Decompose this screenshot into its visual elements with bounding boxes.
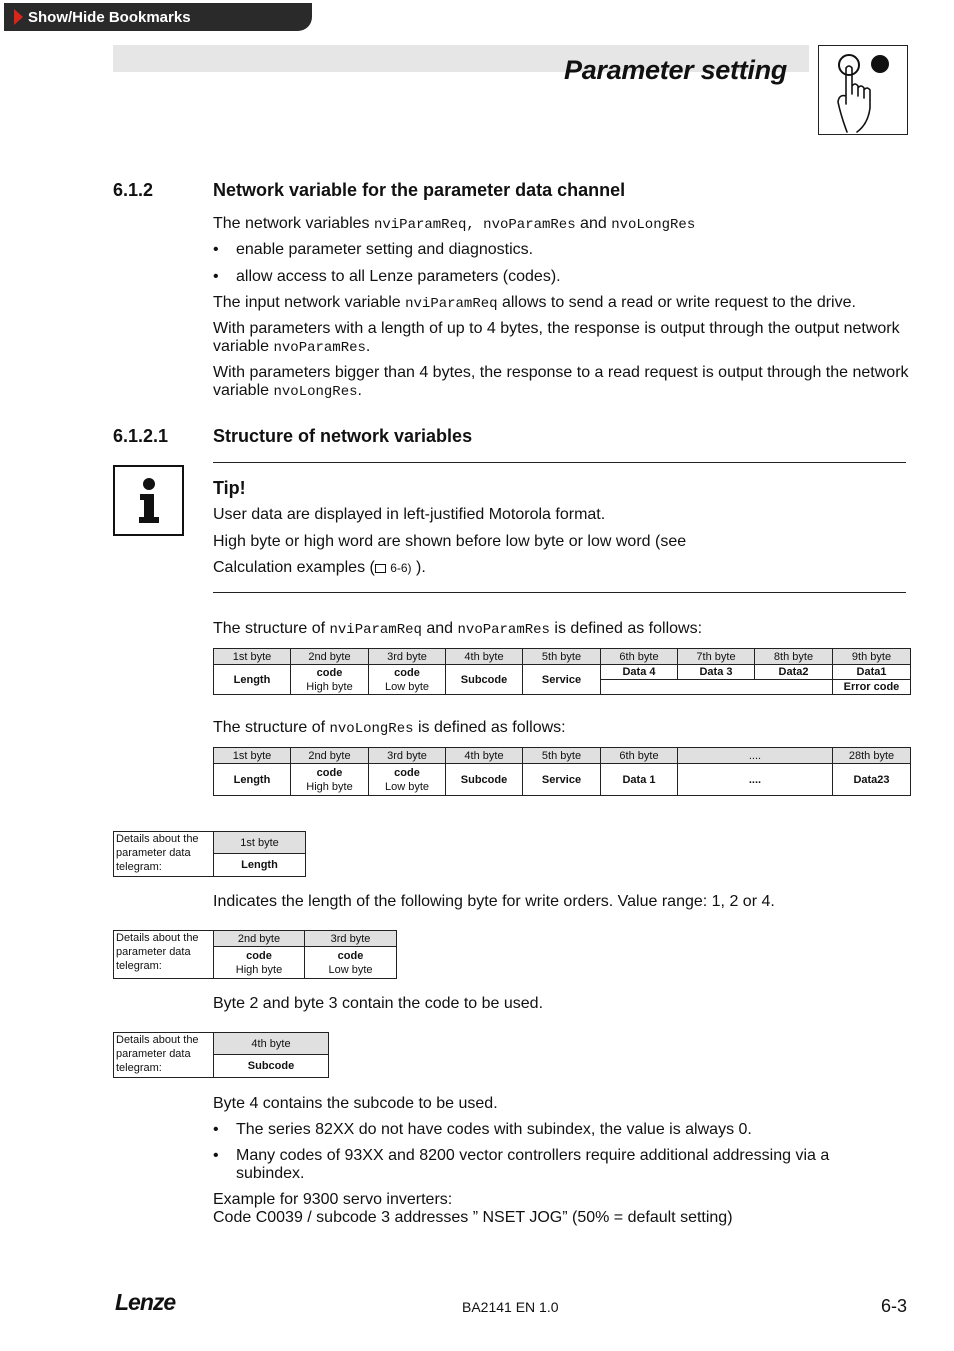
page-reference[interactable]: 6-6) — [386, 561, 412, 575]
table-header: 4th byte — [214, 1033, 329, 1055]
paragraph: The input network variable nviParamReq allows to send a read or write request to the drive. — [213, 294, 856, 312]
table-cell: code High byte — [214, 947, 305, 979]
intro-paragraph: The network variables nviParamReq, nvoParamRes and nvoLongRes — [213, 215, 696, 233]
table-header: 2nd byte — [291, 748, 369, 764]
page-title: Parameter setting — [564, 55, 787, 85]
table-cell: code Low byte — [369, 665, 446, 695]
table-header: 2nd byte — [214, 931, 305, 947]
paragraph: The structure of nvoLongRes is defined as follows: — [213, 719, 566, 737]
paragraph: With parameters with a length of up to 4 bytes, the response is output through the output network variable nvoParamRes. — [213, 320, 900, 356]
table-header: 2nd byte — [291, 649, 369, 665]
table-cell: Subcode — [446, 665, 523, 695]
table-cell: Data2 — [755, 665, 833, 680]
table-header: 5th byte — [523, 649, 601, 665]
nvoLongRes-structure-table — [213, 747, 911, 796]
table-header: 7th byte — [678, 649, 755, 665]
table-header: 8th byte — [755, 649, 833, 665]
section-number: 6.1.2 — [113, 180, 154, 200]
table-cell: Service — [523, 764, 601, 796]
paragraph: The structure of nviParamReq and nvoParamRes is defined as follows: — [213, 620, 703, 638]
book-icon — [375, 564, 386, 573]
table-cell: Error code — [833, 680, 911, 695]
table-header: 28th byte — [833, 748, 911, 764]
info-icon — [113, 465, 184, 536]
table-header: 1st byte — [214, 832, 306, 854]
details-box-byte4 — [113, 1032, 329, 1078]
paragraph: Example for 9300 servo inverters: Code C0039 / subcode 3 addresses ” NSET JOG” (50% = default setting) — [213, 1191, 733, 1226]
table-cell: Length — [214, 854, 306, 877]
table-header: 1st byte — [214, 748, 291, 764]
table-header: 3rd byte — [369, 649, 446, 665]
table-cell: code Low byte — [305, 947, 397, 979]
details-label: Details about the parameter data telegram: — [114, 1033, 214, 1078]
table-cell: Data 4 — [601, 665, 678, 680]
paragraph: With parameters bigger than 4 bytes, the response to a read request is output through the network variable nvoLongRes. — [213, 364, 909, 400]
table-header: 6th byte — [601, 649, 678, 665]
section-title: Structure of network variables — [213, 426, 473, 446]
table-header: 3rd byte — [305, 931, 397, 947]
details-box-byte1 — [113, 831, 306, 877]
section-title: Network variable for the parameter data channel — [213, 180, 626, 200]
table-cell: Data 3 — [678, 665, 755, 680]
triangle-right-icon — [14, 9, 23, 25]
table-header: 9th byte — [833, 649, 911, 665]
table-cell: Data 1 — [601, 764, 678, 796]
table-cell: Data1 — [833, 665, 911, 680]
details-box-byte2-3 — [113, 930, 397, 979]
nviParamReq-structure-table — [213, 648, 911, 695]
table-header: 5th byte — [523, 748, 601, 764]
details-label: Details about the parameter data telegram: — [114, 931, 214, 979]
tip-line: High byte or high word are shown before low byte or low word (see — [213, 533, 687, 550]
lenze-logo: Lenze — [115, 1289, 176, 1315]
section-number: 6.1.2.1 — [113, 426, 169, 446]
table-header: .... — [678, 748, 833, 764]
table-header: 4th byte — [446, 649, 523, 665]
divider — [213, 462, 906, 463]
table-cell: Subcode — [214, 1055, 329, 1078]
table-cell — [601, 680, 833, 695]
table-header: 1st byte — [214, 649, 291, 665]
divider — [213, 592, 906, 593]
list-item: • Many codes of 93XX and 8200 vector controllers require additional addressing via a subindex. — [213, 1147, 830, 1182]
table-cell: .... — [678, 764, 833, 796]
page-number: 6-3 — [881, 1296, 908, 1316]
table-cell: Service — [523, 665, 601, 695]
hand-pressing-buttons-icon — [818, 45, 908, 135]
document-id: BA2141 EN 1.0 — [462, 1299, 559, 1315]
table-cell: Length — [214, 764, 291, 796]
table-header: 6th byte — [601, 748, 678, 764]
tip-line: User data are displayed in left-justified Motorola format. — [213, 506, 606, 523]
bookmark-bar-label: Show/Hide Bookmarks — [28, 8, 191, 26]
table-cell: code Low byte — [369, 764, 446, 796]
table-cell: Length — [214, 665, 291, 695]
paragraph: Indicates the length of the following byte for write orders. Value range: 1, 2 or 4. — [213, 893, 775, 910]
table-header: 3rd byte — [369, 748, 446, 764]
table-cell: code High byte — [291, 665, 369, 695]
tip-line: Calculation examples ( 6-6) ). — [213, 559, 426, 576]
table-cell: code High byte — [291, 764, 369, 796]
table-header: 4th byte — [446, 748, 523, 764]
paragraph: Byte 4 contains the subcode to be used. — [213, 1095, 498, 1112]
paragraph: Byte 2 and byte 3 contain the code to be used. — [213, 995, 544, 1012]
tip-title: Tip! — [213, 478, 246, 498]
show-hide-bookmarks-button[interactable] — [4, 3, 312, 31]
table-cell: Data23 — [833, 764, 911, 796]
table-cell: Subcode — [446, 764, 523, 796]
details-label: Details about the parameter data telegram: — [114, 832, 214, 877]
